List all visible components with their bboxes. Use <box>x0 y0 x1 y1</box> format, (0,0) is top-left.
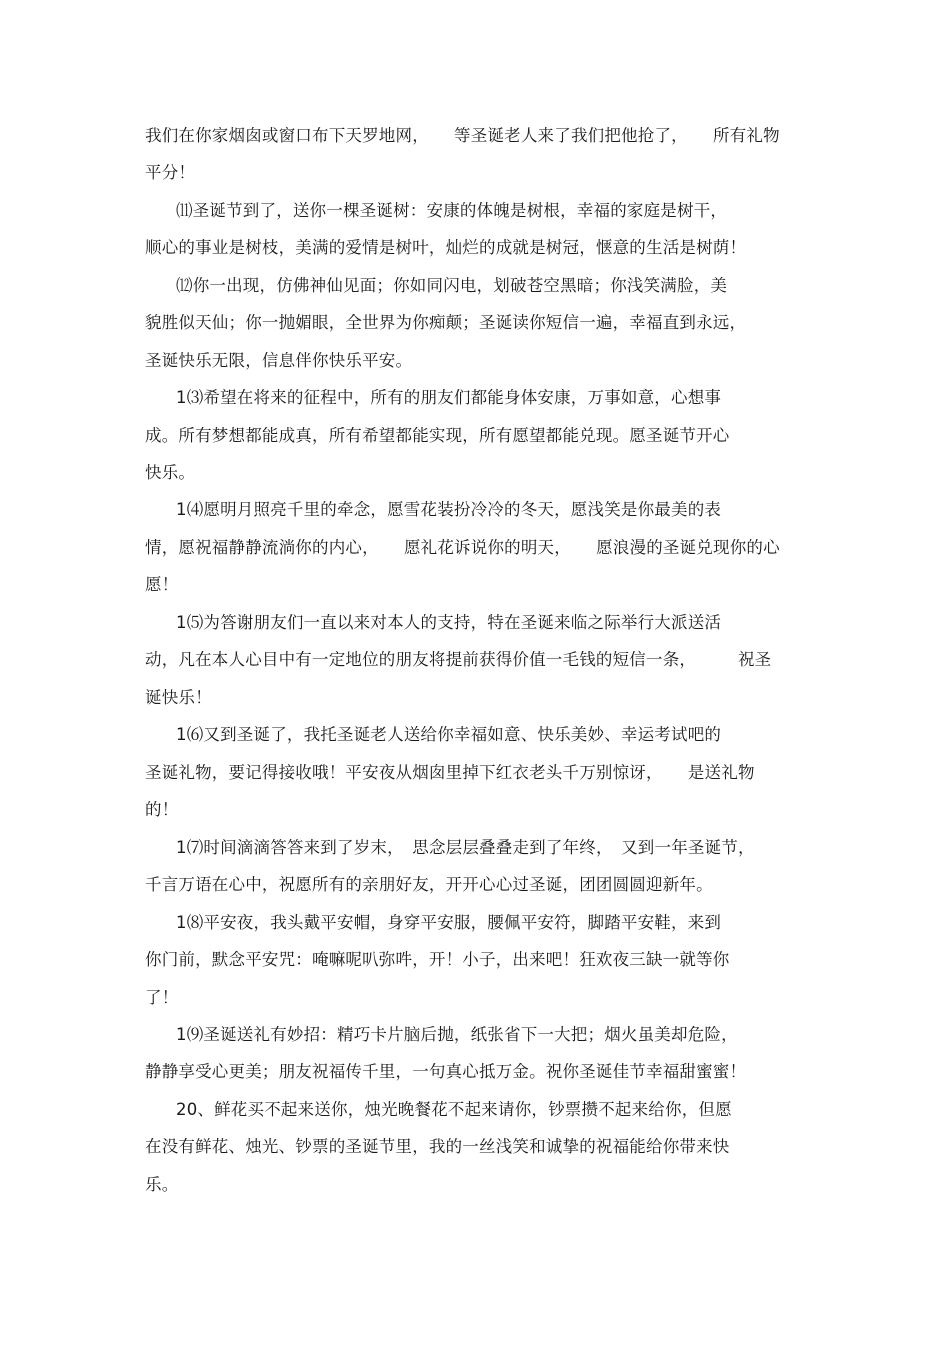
paragraph-start-line: 1⑻平安夜，我头戴平安帽，身穿平安服，腰佩平安符，脚踏平安鞋，来到 <box>176 913 722 932</box>
paragraph-start-line: 1⑸为答谢朋友们一直以来对本人的支持，特在圣诞来临之际举行大派送活 <box>176 613 722 632</box>
paragraph-start-line: 1⑼圣诞送礼有妙招：精巧卡片脑后抛，纸张省下一大把；烟火虽美却危险， <box>176 1025 738 1044</box>
paragraph-start-line: 20、鲜花买不起来送你，烛光晚餐花不起来请你，钞票攒不起来给你，但愿 <box>176 1100 732 1119</box>
paragraph-start-line: ⑾圣诞节到了，送你一棵圣诞树：安康的体魄是树根，幸福的家庭是树干， <box>176 201 728 220</box>
paragraph-start-line: 1⑶希望在将来的征程中，所有的朋友们都能身体安康，万事如意，心想事 <box>176 388 722 407</box>
paragraph-start-line: 1⑷愿明月照亮千里的牵念，愿雪花装扮冷冷的冬天，愿浅笑是你最美的表 <box>176 500 722 519</box>
text-line: 平分！ <box>145 163 196 182</box>
text-line: 快乐。 <box>145 463 196 482</box>
text-line: 静静享受心更美；朋友祝福传千里，一句真心抵万金。祝你圣诞佳节幸福甜蜜蜜！ <box>145 1062 747 1081</box>
paragraph-start-line: ⑿你一出现，仿佛神仙见面；你如同闪电，划破苍空黑暗；你浅笑满脸，美 <box>176 276 728 295</box>
text-line: 你门前，默念平安咒：唵嘛呢叭弥吽，开！小子，出来吧！狂欢夜三缺一就等你 <box>145 950 730 969</box>
text-line: 圣诞礼物，要记得接收哦！平安夜从烟囱里掉下红衣老头千万别惊讶， 是送礼物 <box>145 763 755 782</box>
text-line: 的！ <box>145 800 179 819</box>
text-line: 顺心的事业是树枝，美满的爱情是树叶，灿烂的成就是树冠，惬意的生活是树荫！ <box>145 238 747 257</box>
paragraph-start-line: 1⑺时间滴滴答答来到了岁末， 思念层层叠叠走到了年终， 又到一年圣诞节， <box>176 838 755 857</box>
text-line: 动，凡在本人心目中有一定地位的朋友将提前获得价值一毛钱的短信一条， 祝圣 <box>145 650 772 669</box>
text-line: 我们在你家烟囱或窗口布下天罗地网， 等圣诞老人来了我们把他抢了， 所有礼物 <box>145 126 780 145</box>
text-line: 了！ <box>145 988 179 1007</box>
text-line: 乐。 <box>145 1175 179 1194</box>
text-line: 千言万语在心中，祝愿所有的亲朋好友，开开心心过圣诞，团团圆圆迎新年。 <box>145 875 713 894</box>
text-line: 在没有鲜花、烛光、钞票的圣诞节里，我的一丝浅笑和诚挚的祝福能给你带来快 <box>145 1137 730 1156</box>
text-line: 貌胜似天仙；你一抛媚眼，全世界为你痴颠；圣诞读你短信一遍，幸福直到永远， <box>145 313 747 332</box>
text-line: 情，愿祝福静静流淌你的内心， 愿礼花诉说你的明天， 愿浪漫的圣诞兑现你的心 <box>145 538 780 557</box>
text-line: 愿！ <box>145 575 179 594</box>
text-line: 诞快乐！ <box>145 688 212 707</box>
text-line: 成。所有梦想都能成真，所有希望都能实现，所有愿望都能兑现。愿圣诞节开心 <box>145 426 730 445</box>
text-line: 圣诞快乐无限，信息伴你快乐平安。 <box>145 351 413 370</box>
paragraph-start-line: 1⑹又到圣诞了，我托圣诞老人送给你幸福如意、快乐美妙、幸运考试吧的 <box>176 725 722 744</box>
